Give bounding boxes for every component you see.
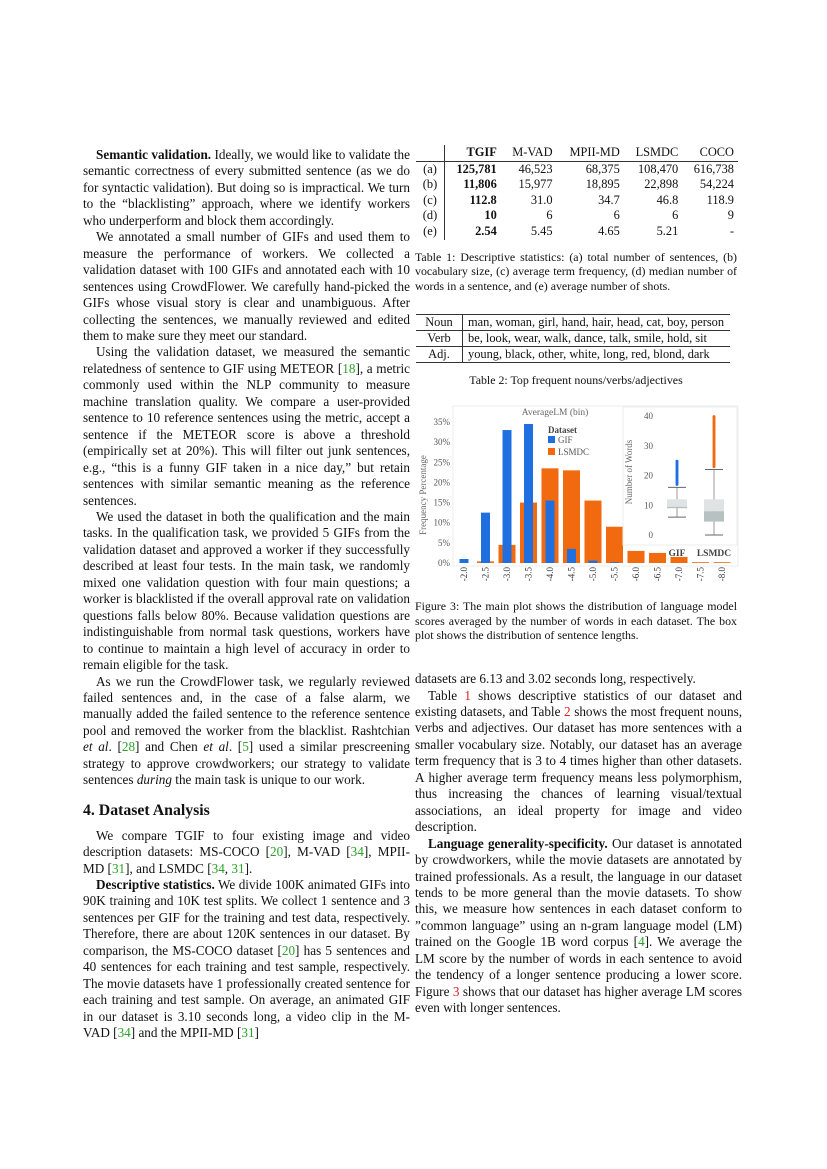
citation-link[interactable]: 5	[242, 739, 249, 755]
table-cell: 68,375	[585, 161, 620, 176]
outlier-point	[713, 415, 716, 418]
legend-swatch-gif	[548, 436, 555, 443]
bar-gif	[567, 549, 576, 563]
text-run: shows that our dataset has higher average LM scores even with longer sentences.	[415, 983, 742, 1016]
box-lower	[667, 507, 687, 508]
table-1-header-cell: LSMDC	[624, 145, 682, 161]
chart-title: AverageLM (bin)	[521, 407, 589, 418]
figure-3-chart	[415, 400, 745, 595]
y-tick-label: 20%	[433, 477, 450, 488]
text-run: et al	[203, 739, 229, 755]
paragraph-heading: Descriptive statistics.	[96, 877, 215, 893]
text-run: datasets are 6.13 and 3.02 seconds long, respectively.	[415, 671, 696, 687]
citation-link[interactable]: 20	[281, 942, 296, 958]
inset-y-tick-label: 20	[644, 470, 653, 481]
bar-lsmdc	[585, 501, 602, 563]
text-run: et al	[83, 739, 109, 755]
table-1-caption: Table 1: Descriptive statistics: (a) total number of sentences, (b) vocabulary size, (c) average term frequency, (d) median number of words in a sentence, and (e) average number of shots.	[415, 249, 737, 293]
row-label: (b)	[416, 177, 445, 193]
table-cell: 18,895	[585, 177, 620, 192]
text-run: We annotated a small number of GIFs and used them to measure the performance of workers. We collected a validation dataset with 100 GIFs and annotated each with 10 sentences using CrowdFlower. We carefully hand-picked the GIFs whose visual story is clear and unambiguous. After collecting the sentences, we manually reviewed and edited them to make sure they meet our standard.	[83, 229, 410, 343]
table-cell: 9	[727, 208, 734, 223]
inset-y-tick-label: 10	[644, 500, 653, 511]
x-tick-label: -5.5	[609, 566, 620, 582]
citation-link[interactable]: 20	[270, 844, 284, 860]
box-upper	[704, 499, 724, 511]
x-tick-label: -6.5	[652, 566, 663, 582]
table-row	[416, 161, 738, 177]
x-tick-label: -7.5	[695, 566, 706, 582]
table-row	[416, 193, 738, 209]
x-tick-label: -4.5	[566, 566, 577, 582]
legend-title: Dataset	[548, 424, 577, 435]
text-run: We divide 100K animated GIFs into 90K training and 10K test splits. We collect 1 sentence and 3 sentences per GIF for the training and test data, respectively. Therefore, there are about 120K sentences in our dataset. By comparison, the MS-COCO dataset [	[83, 877, 410, 958]
citation-link[interactable]: 31	[241, 1025, 255, 1041]
citation-link[interactable]: 31	[231, 860, 245, 876]
text-run: Using the validation dataset, we measured the semantic relatedness of sentence to GIF using METEOR [	[83, 344, 410, 376]
row-label: Adj.	[416, 347, 463, 363]
text-run: ], and LSMDC [	[125, 860, 212, 876]
table-2	[416, 314, 730, 364]
text-run: shows descriptive statistics of our dataset and existing datasets, and Table	[415, 687, 742, 719]
bar-lsmdc	[606, 527, 623, 563]
text-run: ], M-VAD [	[283, 844, 351, 860]
text-run: We compare TGIF to four existing image and video description datasets: MS-COCO [	[83, 827, 410, 860]
paragraph	[83, 509, 410, 674]
inset-x-tick-label: GIF	[668, 548, 686, 559]
text-run: We used the dataset in both the qualification and the main tasks. In the qualification task, we provided 5 GIFs from the validation dataset and approved a worker if they successfully described at least four tests. In the main task, we randomly mixed one validation question with four main questions; a worker is blacklisted if the overall approval rate on validation questions falls below 80%. Because validation questions are indistinguishable from normal task questions, workers have to continue to maintain a high level of accuracy in order to remain eligible for the task.	[83, 508, 410, 673]
bar-lsmdc	[649, 553, 666, 563]
text-run: ], MPII-MD [	[83, 844, 410, 876]
table-cell: young, black, other, white, long, red, blond, dark	[463, 347, 731, 363]
table-cell: 4.65	[598, 223, 620, 238]
paragraph	[415, 688, 742, 836]
bar-lsmdc	[714, 562, 731, 563]
left-column	[83, 147, 410, 1042]
table-cell: 6	[672, 208, 679, 223]
citation-link[interactable]: 34	[350, 844, 364, 860]
y-tick-label: 15%	[433, 497, 450, 508]
paragraph-heading: Language generality-specificity.	[428, 835, 608, 851]
x-tick-label: -7.0	[674, 566, 684, 582]
left-column-bottom	[83, 828, 410, 1042]
bar-lsmdc	[628, 551, 645, 563]
bar-gif	[460, 559, 469, 563]
table-cell: 34.7	[598, 192, 620, 207]
outlier-point	[676, 460, 679, 463]
table-row	[416, 224, 738, 240]
inset-y-tick-label: 40	[644, 410, 653, 421]
table-cell: 118.9	[706, 192, 734, 207]
table-1-header-cell: COCO	[682, 145, 738, 161]
legend-label-gif: GIF	[558, 434, 573, 445]
text-run: ].	[244, 860, 253, 876]
y-tick-label: 10%	[433, 517, 450, 528]
paragraph	[415, 671, 742, 687]
box-lower	[704, 511, 724, 521]
y-tick-label: 5%	[438, 537, 450, 548]
text-run: ]	[254, 1025, 259, 1041]
text-run: shows the most frequent nouns, verbs and adjectives. Our dataset has more sentences with a smaller vocabulary size. Notably, our dataset has an average term frequency that is 3 to 4 times higher than other datasets. A higher average term frequency means less polymorphism, thus increasing the chances of learning visual/textual associations, an ideal property for image and video description.	[415, 704, 742, 835]
citation-link[interactable]: 31	[111, 860, 126, 876]
paragraph	[83, 674, 410, 789]
section-heading: 4. Dataset Analysis	[83, 801, 210, 819]
table-1-header-cell: TGIF	[445, 145, 501, 161]
x-tick-label: -2.5	[480, 566, 491, 582]
table-row	[416, 208, 738, 224]
paragraph	[83, 229, 410, 344]
y-tick-label: 30%	[433, 437, 450, 448]
table-cell: 10	[484, 208, 497, 223]
text-run: ] and the MPII-MD [	[130, 1025, 242, 1041]
table-cell: 108,470	[637, 161, 679, 176]
inset-y-tick-label: 0	[648, 529, 653, 540]
text-run: Ideally, we would like to validate the semantic correctness of every submitted sentence (as we do for syntactic validation). But doing so is impractical. We turn to the “blacklisting” approach, where we identify workers who underperform and block them accordingly.	[83, 147, 411, 228]
table-1-header-cell: M-VAD	[501, 145, 557, 161]
bar-gif	[481, 513, 490, 563]
table-cell: 46,523	[518, 161, 553, 176]
y-tick-label: 25%	[433, 457, 450, 468]
table-cell: 5.45	[530, 223, 553, 238]
legend-swatch-lsmdc	[548, 448, 555, 455]
paragraph	[415, 836, 742, 1017]
row-label: (a)	[416, 161, 445, 177]
citation-link[interactable]: 4	[638, 934, 645, 950]
table-row	[416, 330, 730, 346]
table-1-header-cell: MPII-MD	[557, 145, 624, 161]
citation-link[interactable]: 3	[452, 983, 460, 999]
text-run: ] and Chen	[135, 739, 204, 755]
figure-3-caption: Figure 3: The main plot shows the distribution of language model scores averaged by the number of words in each dataset. The box plot shows the distribution of sentence lengths.	[415, 598, 737, 643]
citation-link[interactable]: 1	[464, 687, 471, 703]
table-cell: 54,224	[699, 177, 734, 192]
inset-x-tick-label: LSMDC	[696, 548, 732, 559]
table-cell: be, look, wear, walk, dance, talk, smile, hold, sit	[463, 330, 731, 346]
paragraph	[83, 344, 410, 509]
citation-link[interactable]: 34	[117, 1025, 131, 1041]
citation-link[interactable]: 28	[121, 739, 136, 755]
table-cell: 46.8	[656, 192, 679, 207]
bar-lsmdc	[692, 562, 709, 563]
x-tick-label: -4.0	[545, 566, 555, 582]
inset-plot-area	[623, 407, 737, 545]
text-run: ,	[224, 860, 232, 876]
table-cell: 31.0	[530, 192, 553, 207]
bar-gif	[610, 562, 619, 563]
paragraph	[83, 147, 410, 229]
citation-link[interactable]: 34	[211, 860, 225, 876]
right-column	[415, 145, 745, 1017]
table-cell: man, woman, girl, hand, hair, head, cat, boy, person	[463, 314, 731, 330]
inset-y-axis-label: Number of Words	[624, 439, 634, 505]
x-tick-label: -3.5	[523, 566, 534, 582]
table-cell: 616,738	[693, 161, 734, 176]
y-axis-label: Frequency Percentage	[418, 455, 428, 535]
text-run: Our dataset is annotated by crowdworkers, while the movie datasets are annotated by trained professionals. As a result, the language in our dataset tends to be more general than the movie datasets. To show this, we measure how sentences in each dataset conform to ”common language” using an n-gram language model (LM) trained on the Google 1B word corpus [	[415, 835, 742, 950]
table-1	[416, 145, 738, 240]
bar-gif	[503, 430, 512, 563]
bar-gif	[546, 501, 555, 563]
citation-link[interactable]: 18	[342, 360, 356, 376]
bar-gif	[589, 561, 598, 563]
citation-link[interactable]: 2	[564, 704, 571, 719]
table-1-header	[416, 145, 738, 161]
row-label: (d)	[416, 208, 445, 224]
table-cell: -	[729, 223, 734, 238]
x-tick-label: -2.0	[459, 566, 469, 582]
y-tick-label: 0%	[438, 557, 450, 568]
text-run: As we run the CrowdFlower task, we regularly reviewed failed sentences and, in the case of a false alarm, we manually added the failed sentence to the reference sentence pool and removed the worker from the blacklist. Rashtchian	[83, 673, 410, 738]
row-label: Noun	[416, 314, 463, 330]
text-run: ], a metric commonly used within the NLP community to measure machine translation quality. We compare a user-provided sentence to 10 reference sentences using the metric, accept a sentence if the METEOR score is above a threshold (empirically set at 20%). This will filter out junk sentences, e.g., “this is a funny GIF taken in a nice day,” but retain sentences with similar semantic meaning as the reference sentences.	[83, 360, 410, 508]
table-cell: 22,898	[644, 177, 679, 192]
table-1-header-cell	[416, 145, 445, 161]
x-tick-label: -8.0	[717, 566, 727, 582]
text-run: the main task is unique to our work.	[172, 772, 366, 788]
paragraph	[83, 877, 410, 1042]
table-cell: 2.54	[475, 223, 497, 238]
text-run: . [	[228, 739, 243, 755]
paragraph-heading: Semantic validation.	[96, 147, 212, 162]
legend-label-lsmdc: LSMDC	[558, 446, 590, 457]
right-column-text	[415, 671, 742, 1017]
left-column-top	[83, 147, 410, 789]
table-cell: 112.8	[469, 192, 497, 207]
table-cell: 5.21	[656, 223, 679, 238]
paragraph	[83, 828, 410, 877]
table-row	[416, 314, 730, 330]
x-tick-label: -5.0	[588, 566, 598, 582]
y-tick-label: 35%	[433, 416, 450, 427]
text-run: ] used a similar prescreening strategy to approve crowdworkers; our strategy to validate sentences	[83, 739, 410, 788]
text-run: ] has 5 sentences and 40 sentences for each training and test sample, respectively. The movie datasets have 1 professionally created sentence for each training and test sample. On average, an animated GIF in our dataset is 3.10 seconds long, a video clip in the M-VAD [	[83, 942, 411, 1041]
row-label: (e)	[416, 224, 445, 240]
inset-y-tick-label: 30	[644, 440, 653, 451]
table-row	[416, 347, 730, 363]
x-tick-label: -3.0	[502, 566, 512, 582]
table-cell: 125,781	[456, 161, 497, 176]
table-cell: 6	[613, 208, 620, 223]
row-label: Verb	[416, 330, 463, 346]
row-label: (c)	[416, 193, 445, 209]
bar-gif	[524, 424, 533, 563]
text-run: Table	[428, 687, 465, 703]
text-run: during	[136, 772, 172, 788]
text-run: ]. We average the LM score by the number of words in each sentence to avoid the tendency of a longer sentence producing a lower score. Figure	[415, 934, 743, 999]
box-upper	[667, 499, 687, 506]
table-cell: 15,977	[518, 177, 553, 192]
text-run: . [	[108, 739, 122, 755]
x-tick-label: -6.0	[631, 566, 641, 582]
table-row	[416, 177, 738, 193]
table-cell: 6	[546, 208, 553, 223]
table-2-caption: Table 2: Top frequent nouns/verbs/adjectives	[469, 373, 683, 388]
table-cell: 11,806	[463, 177, 497, 192]
